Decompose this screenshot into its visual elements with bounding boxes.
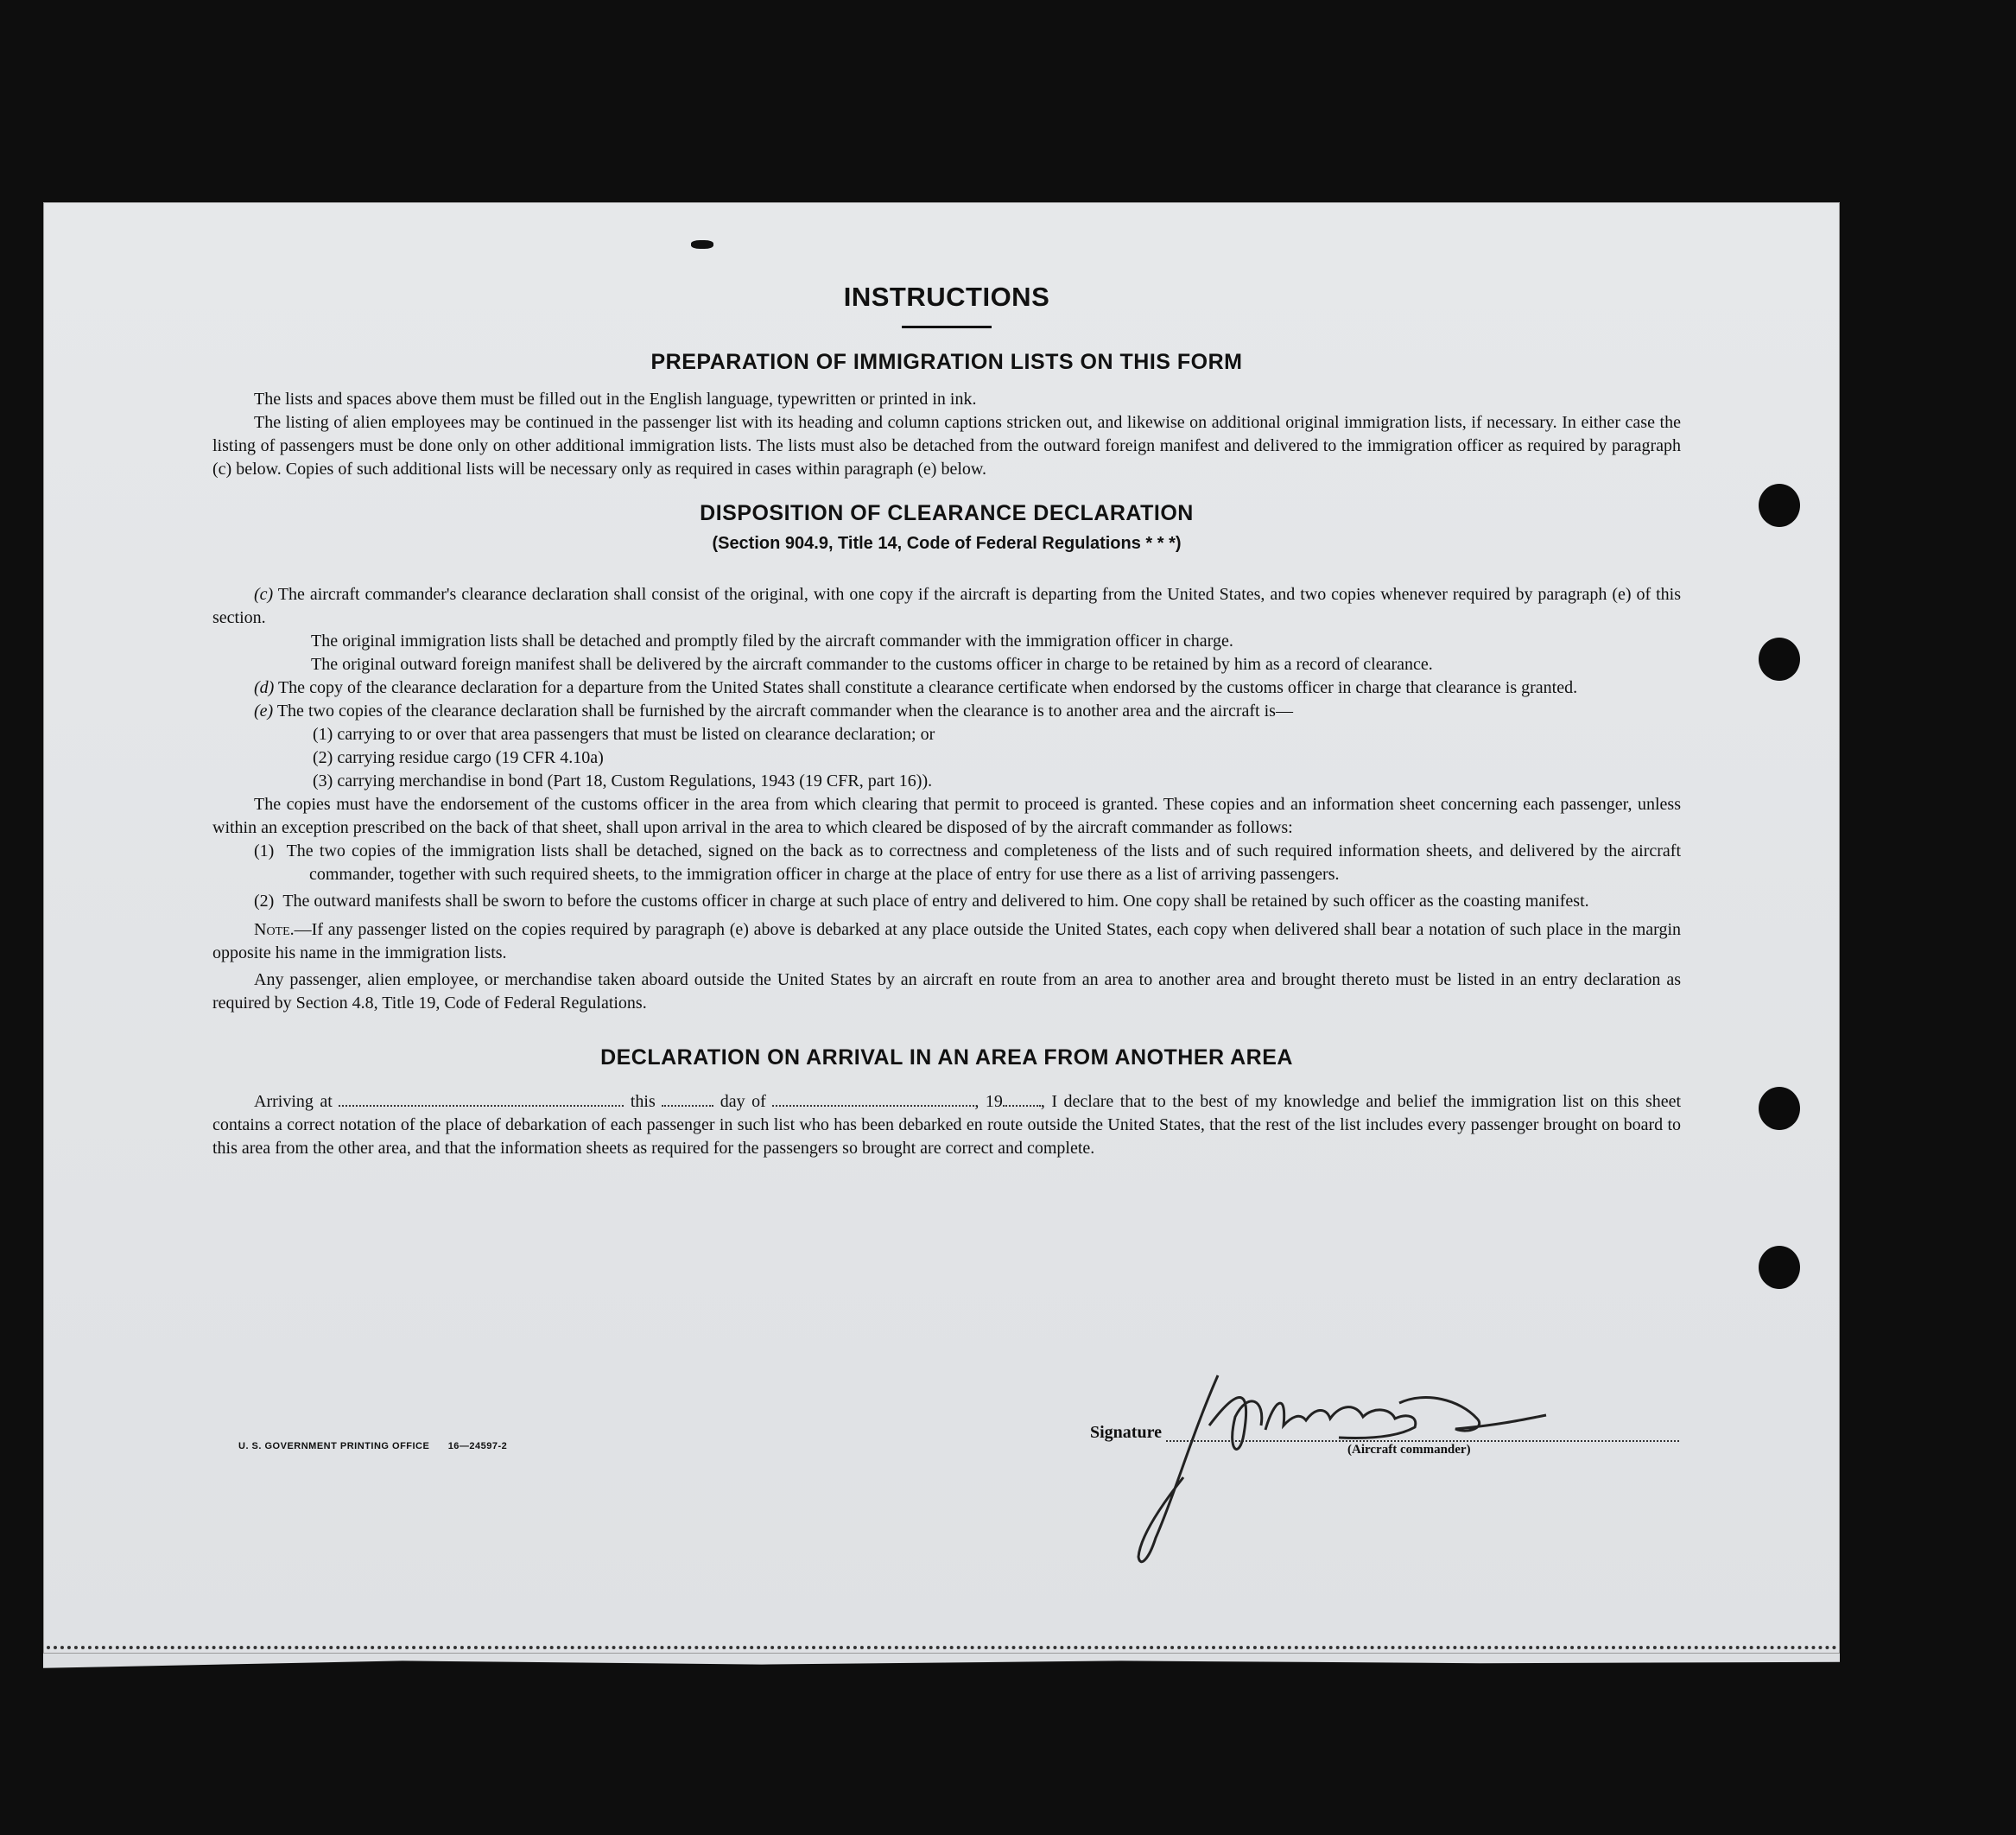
declaration-paragraph <box>212 1090 1681 1160</box>
form-code: 16—24597-2 <box>447 1441 508 1451</box>
numbered-item <box>212 840 1681 886</box>
item-text: The outward manifests shall be sworn to before the customs officer in charge at such place of entry and delivered to him. One copy shall be retained by such officer as the coasting manifest. <box>282 892 1589 911</box>
paragraph: The original immigration lists shall be detached and promptly filed by the aircraft commander with the immigration officer in charge. <box>311 632 1233 651</box>
list-item: (1) carrying to or over that area passengers that must be listed on clearance declaration; or <box>313 725 935 744</box>
section-title-declaration: DECLARATION ON ARRIVAL IN AN AREA FROM ANOTHER AREA <box>600 1045 1293 1070</box>
title-rule <box>902 326 992 328</box>
note-paragraph <box>212 918 1681 965</box>
perforation-line <box>47 1646 1838 1649</box>
day-of-label: day of <box>720 1092 766 1111</box>
page-title: INSTRUCTIONS <box>843 282 1050 312</box>
note-label: Note. <box>254 920 295 939</box>
printer-name: U. S. GOVERNMENT PRINTING OFFICE <box>238 1441 430 1451</box>
punch-hole <box>1759 638 1800 681</box>
signature-label: Signature <box>1090 1423 1162 1442</box>
year-field[interactable] <box>1003 1091 1041 1107</box>
paragraph-text: The aircraft commander's clearance declaration shall consist of the original, with one copy if the aircraft is departing from the United States, and two copies whenever required by paragraph (e) of this section. <box>212 585 1681 627</box>
torn-edge <box>43 1654 1840 1678</box>
section-title-preparation: PREPARATION OF IMMIGRATION LISTS ON THIS FORM <box>650 350 1243 374</box>
ink-smudge <box>691 240 713 249</box>
paragraph-label: (d) <box>254 678 275 697</box>
arriving-at-field[interactable] <box>339 1091 624 1107</box>
punch-hole <box>1759 1087 1800 1130</box>
paragraph-e <box>212 700 1681 723</box>
paragraph: The original outward foreign manifest shall be delivered by the aircraft commander to the customs officer in charge to be retained by him as a record of clearance. <box>311 655 1433 674</box>
paragraph: The lists and spaces above them must be filled out in the English language, typewritten or printed in ink. <box>254 390 977 409</box>
numbered-item <box>212 890 1681 913</box>
item-label: (1) <box>254 841 275 860</box>
declaration-text: , I declare that to the best of my knowledge and belief the immigration list on this sheet contains a correct notation of the place of debarkation of each passenger in such list who has been debarked en route outside the United States, that the rest of the list includes every passenger brought on board to this area from the other area, and that the information sheets as required for the passengers so brought are correct and complete. <box>212 1092 1682 1158</box>
printer-line <box>238 1441 507 1451</box>
punch-hole <box>1759 484 1800 527</box>
list-item: (3) carrying merchandise in bond (Part 18, Custom Regulations, 1943 (19 CFR, part 16)). <box>313 771 933 791</box>
paragraph-text: The copy of the clearance declaration for a departure from the United States shall constitute a clearance certificate when endorsed by the customs officer in charge that clearance is granted. <box>277 678 1578 697</box>
paragraph-d <box>212 676 1681 700</box>
list-item: (2) carrying residue cargo (19 CFR 4.10a) <box>313 748 604 767</box>
document-body <box>212 282 1682 1160</box>
month-field[interactable] <box>772 1091 974 1107</box>
item-label: (2) <box>254 892 275 911</box>
year-prefix: , 19 <box>974 1092 1003 1111</box>
section-subtitle: (Section 904.9, Title 14, Code of Federal Regulations * * *) <box>712 534 1182 553</box>
item-text: The two copies of the immigration lists shall be detached, signed on the back as to correctness and completeness of the lists and of such required information sheets, and delivered by the aircraft commander, together with such required sheets, to the immigration officer in charge at the place of entry for use there as a list of arriving passengers. <box>286 841 1682 884</box>
paragraph: The copies must have the endorsement of the customs officer in the area from which clearing that permit to proceed is granted. These copies and an information sheet concerning each passenger, unless within an exception prescribed on the back of that sheet, shall upon arrival in the area to which cleared be disposed of by the aircraft commander as follows: <box>212 795 1681 837</box>
paragraph-label: (c) <box>254 585 274 604</box>
paragraph: The listing of alien employees may be continued in the passenger list with its heading and column captions stricken out, and likewise on additional original immigration lists, if necessary. In either case the listing of passengers must be done only on other additional immigration lists. The lists must also be detached from the outward foreign manifest and delivered to the immigration officer as required by paragraph (c) below. Copies of such additional lists will be necessary only as required in cases within paragraph (e) below. <box>212 413 1681 479</box>
section-title-disposition: DISPOSITION OF CLEARANCE DECLARATION <box>700 501 1194 525</box>
note-text: —If any passenger listed on the copies required by paragraph (e) above is debarked at any place outside the United States, each copy when delivered shall bear a notation of such place in the margin opposite his name in the immigration lists. <box>212 920 1681 962</box>
this-label: this <box>630 1092 656 1111</box>
paragraph-text: The two copies of the clearance declaration shall be furnished by the aircraft commander when the clearance is to another area and the aircraft is— <box>276 702 1293 721</box>
paragraph: Any passenger, alien employee, or merchandise taken aboard outside the United States by an aircraft en route from an area to another area and brought thereto must be listed in an entry declaration as required by Section 4.8, Title 19, Code of Federal Regulations. <box>212 970 1681 1013</box>
handwritten-signature <box>1114 1365 1598 1572</box>
paragraph-label: (e) <box>254 702 274 721</box>
punch-hole <box>1759 1246 1800 1289</box>
arriving-label: Arriving at <box>254 1092 333 1111</box>
signature-caption: (Aircraft commander) <box>1347 1443 1471 1457</box>
day-field[interactable] <box>662 1091 713 1107</box>
paragraph-c <box>212 583 1681 630</box>
